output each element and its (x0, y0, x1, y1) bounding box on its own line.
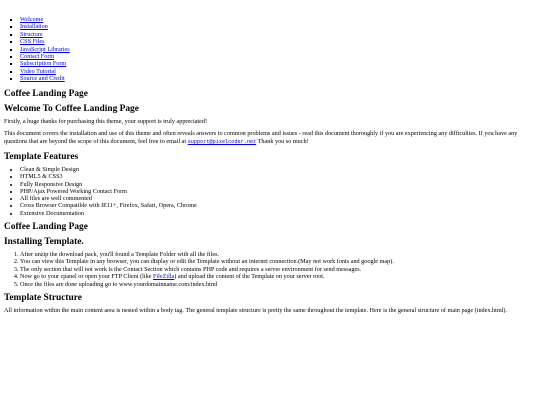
install-step-text-end: ) and upload the content of the Template on your server root. (174, 273, 325, 281)
nav-link-contact-form[interactable]: Contact Form (20, 53, 55, 61)
nav-item-css-files (20, 38, 534, 45)
section-title-installation: Coffee Landing Page (4, 221, 88, 232)
feature-item: • Cross Browser Compatible with IE11+, Firefox, Safari, Opera, Chrome (20, 202, 534, 209)
thanks-text: Firstly, a huge thanks for purchasing this theme, your support is truly appreciated! (4, 117, 208, 125)
feature-item: • Fully Responsive Design (20, 181, 534, 188)
feature-item: • Extensive Documentation (20, 210, 534, 217)
nav-link-css-files[interactable]: CSS Files (20, 38, 45, 46)
structure-heading: Template Structure (4, 293, 82, 304)
nav-item-installation (20, 23, 534, 30)
nav-item-welcome (20, 16, 534, 23)
installing-heading: Installing Template. (4, 236, 84, 247)
filezilla-link[interactable]: FileZilla (152, 273, 175, 281)
nav-item-source-and-credit (20, 75, 534, 82)
install-steps-list (4, 251, 534, 288)
welcome-heading: Welcome To Coffee Landing Page (4, 103, 139, 114)
nav-item-javascript-libraries (20, 46, 534, 53)
structure-text: All information within the main content area is nested within a body tag. The general template structure is pretty the same throughout the template. Here is the general structure of main page (index.html). (4, 307, 507, 315)
nav-item-contact-form (20, 53, 534, 60)
nav-link-structure[interactable]: Structure (20, 30, 43, 38)
nav-link-subscription-form[interactable]: Subscription Form (20, 60, 67, 68)
intro-closing-text: Thank you so much! (256, 138, 309, 146)
nav-link-welcome[interactable]: Welcome (20, 16, 44, 23)
nav-item-structure (20, 31, 534, 38)
document-page (4, 10, 534, 320)
feature-item: • HTML5 & CSS3 (20, 173, 534, 180)
install-step: 3. The only section that will not work is the Contact Section which contains PHP code and requires a server environment for send messages. (20, 266, 534, 273)
nav-item-subscription-form (20, 60, 534, 67)
nav-link-javascript-libraries[interactable]: JavaScript Libraries (20, 45, 70, 53)
features-list (4, 166, 534, 217)
features-heading: Template Features (4, 151, 79, 162)
nav-link-video-tutorial[interactable]: Video Tutorial (20, 67, 56, 75)
support-email-link[interactable]: support@pixelcoder.net (187, 139, 257, 146)
feature-item: • PHP/Ajax Powered Working Contact Form (20, 188, 534, 195)
install-step: 5. Once the files are done uploading go to www.yourdomainname.com/index.html (20, 281, 534, 288)
nav-item-video-tutorial (20, 68, 534, 75)
section-title-welcome: Coffee Landing Page (4, 88, 88, 99)
intro-text: This document covers the installation and use of this theme and often reveals answers to common problems and issues - read this document thoroughly if you are experiencing any difficulties. If you have any questions that are beyond the scope of this document, feel free to email at (4, 130, 518, 146)
feature-item: • All files are well commented (20, 195, 534, 202)
install-step (20, 273, 534, 280)
intro-paragraph (4, 130, 534, 146)
feature-item: • Clean & Simple Design (20, 166, 534, 173)
table-of-contents (4, 16, 534, 83)
install-step: 1. After unzip the download pack, you'll found a Template Folder with all the files. (20, 251, 534, 258)
install-step: 2. You can view this Template in any browser, you can display or edit the Template without an internet connection.(May not work fonts and google map). (20, 258, 534, 265)
install-step-text: Now go to your cpanel or open your FTP Client (like (20, 273, 153, 281)
nav-link-installation[interactable]: Installation (20, 23, 48, 31)
nav-link-source-and-credit[interactable]: Source and Credit (20, 75, 65, 83)
